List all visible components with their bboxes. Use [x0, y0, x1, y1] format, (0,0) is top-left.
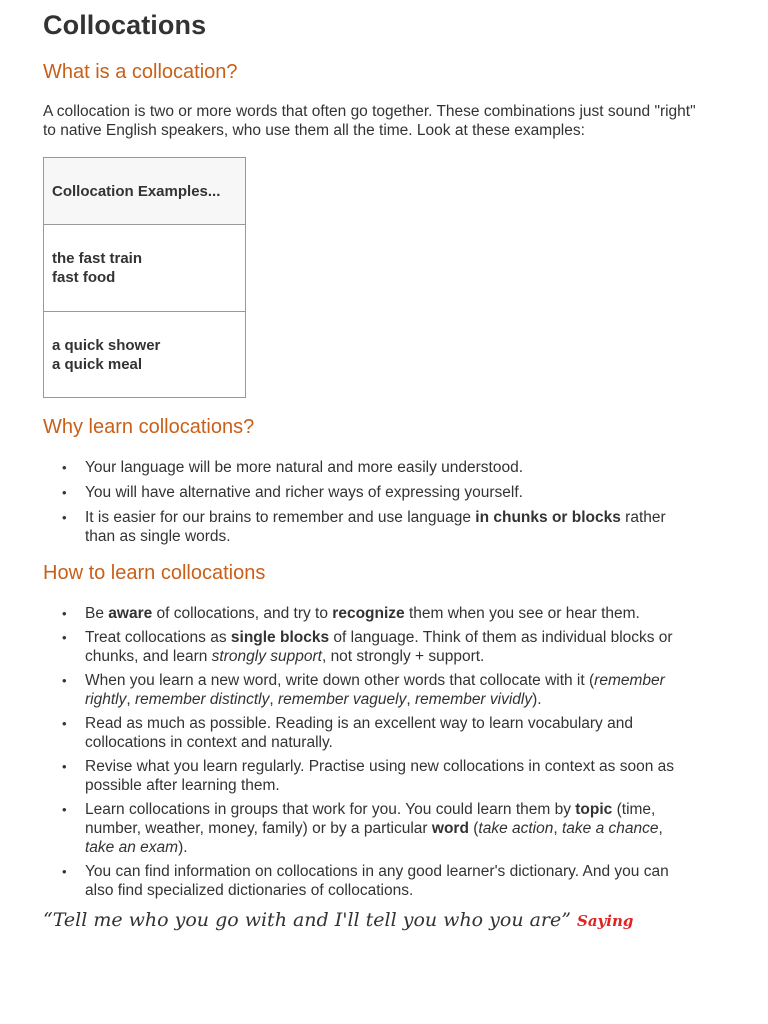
closing-quote [43, 909, 633, 931]
examples-table [43, 157, 246, 398]
list-item: • Your language will be more natural and more easily understood. [43, 458, 693, 477]
why-list [43, 458, 693, 546]
list-item: • Read as much as possible. Reading is an excellent way to learn vocabulary and collocations in context and naturally. [43, 714, 693, 752]
example-line: the fast train [52, 250, 143, 267]
quote-text: “Tell me who you go with and I'll tell you who you are” [43, 909, 571, 931]
list-item: • Be aware of collocations, and try to recognize them when you see or hear them. [43, 604, 693, 623]
table-header-cell: Collocation Examples... [44, 158, 246, 225]
table-row [44, 312, 246, 398]
table-header-row [44, 158, 246, 225]
list-item: • It is easier for our brains to remember and use language in chunks or blocks rather than as single words. [43, 508, 693, 546]
table-cell [44, 312, 246, 398]
how-list [43, 604, 693, 900]
table-cell [44, 225, 246, 312]
list-item: • Treat collocations as single blocks of language. Think of them as individual blocks or chunks, and learn strongly support, not strongly + support. [43, 628, 693, 666]
list-item: • Learn collocations in groups that work for you. You could learn them by topic (time, number, weather, money, family) or by a particular word (take action, take a chance, take an exam). [43, 800, 693, 857]
list-item: • Revise what you learn regularly. Practise using new collocations in context as soon as possible after learning them. [43, 757, 693, 795]
example-line: a quick meal [52, 355, 143, 373]
list-item: • You can find information on collocations in any good learner's dictionary. And you can also find specialized dictionaries of collocations. [43, 862, 693, 900]
list-item: • When you learn a new word, write down other words that collocate with it (remember rightly, remember distinctly, remember vaguely, remember vividly). [43, 671, 693, 709]
heading-how-to-learn: How to learn collocations [43, 562, 266, 584]
heading-why-learn: Why learn collocations? [43, 416, 255, 438]
table-row [44, 225, 246, 312]
heading-what-is: What is a collocation? [43, 61, 238, 83]
example-line: fast food [52, 269, 116, 286]
example-line: a quick shower [52, 336, 161, 354]
quote-attribution: Saying [576, 912, 634, 930]
list-item: • You will have alternative and richer ways of expressing yourself. [43, 483, 693, 502]
page-title: Collocations [43, 10, 207, 40]
intro-paragraph: A collocation is two or more words that often go together. These combinations just sound "right" to native English speakers, who use them all the time. Look at these examples: [43, 103, 696, 139]
